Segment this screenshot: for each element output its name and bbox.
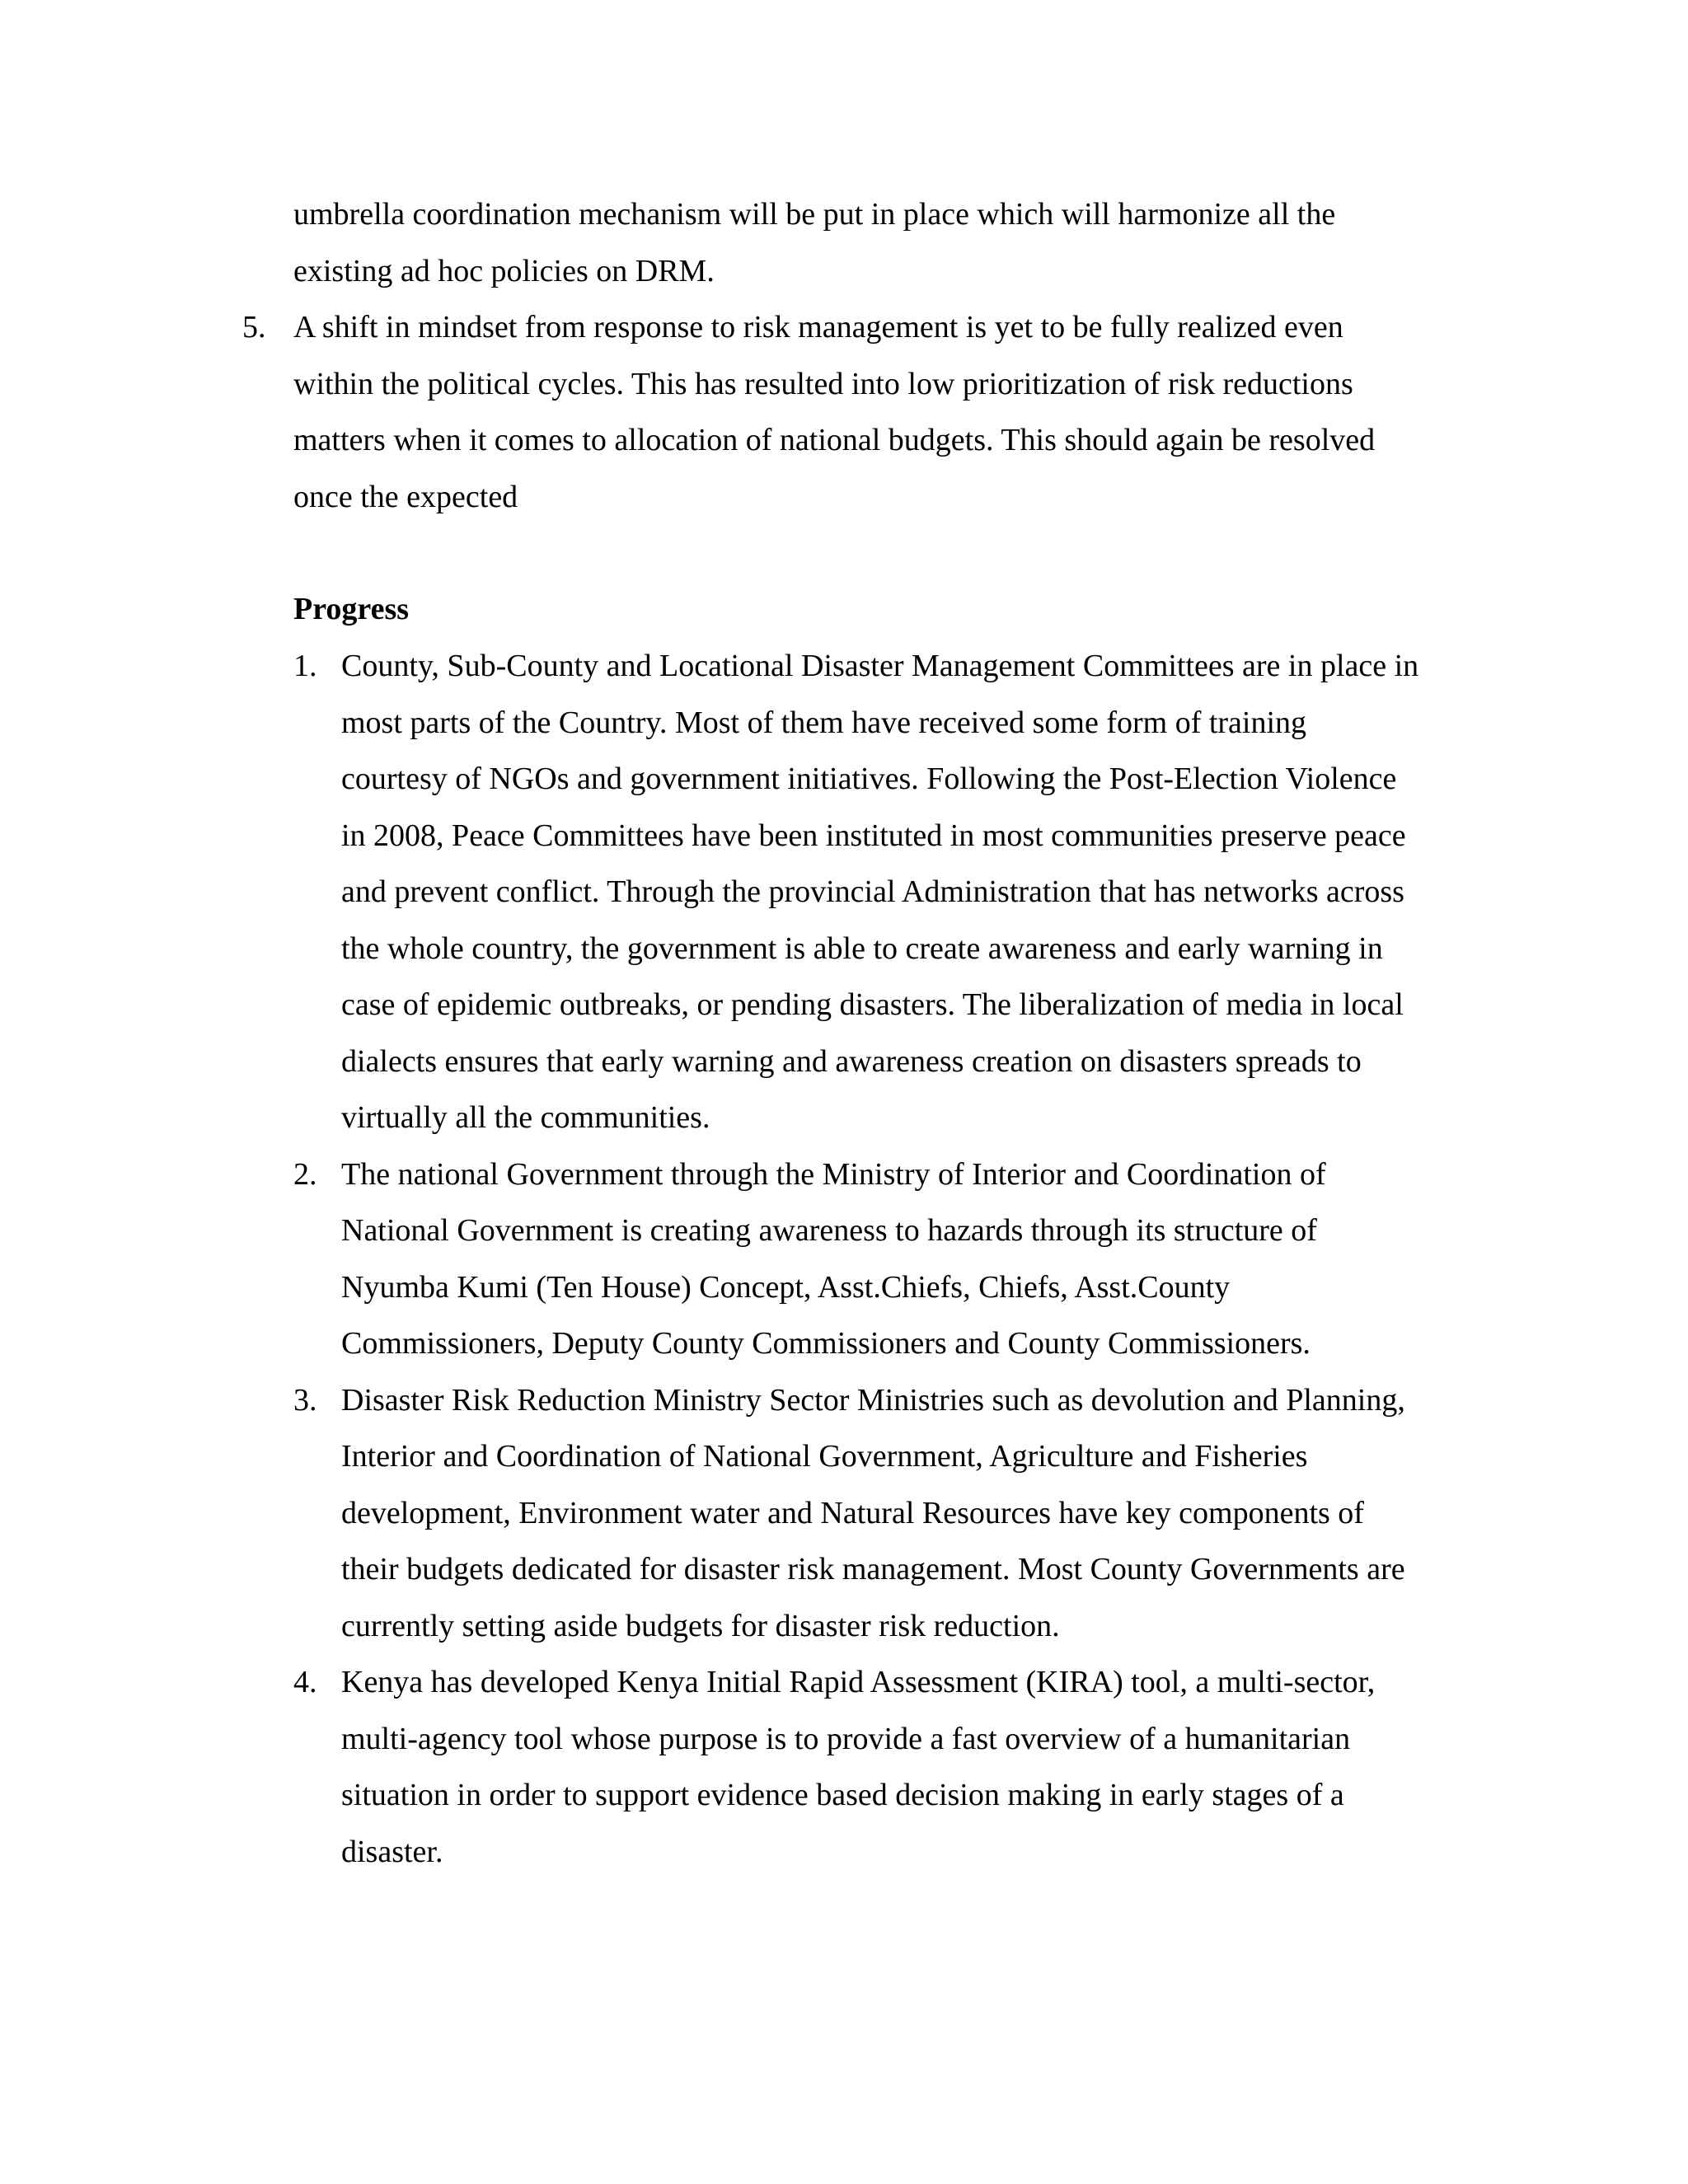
text-line: existing ad hoc policies on DRM. xyxy=(293,253,715,288)
text-line: and prevent conflict. Through the provincial Administration that has networks across xyxy=(341,874,1404,909)
text-line: Kenya has developed Kenya Initial Rapid Assessment (KIRA) tool, a multi-sector, xyxy=(341,1665,1376,1699)
text-line: situation in order to support evidence based decision making in early stages of a xyxy=(341,1778,1344,1812)
text-line: their budgets dedicated for disaster risk management. Most County Governments are xyxy=(341,1552,1405,1586)
text-line: Nyumba Kumi (Ten House) Concept, Asst.Chiefs, Chiefs, Asst.County xyxy=(341,1269,1231,1305)
text-line: virtually all the communities. xyxy=(341,1100,710,1135)
text-line: umbrella coordination mechanism will be put in place which will harmonize all the xyxy=(293,197,1336,232)
list-item xyxy=(293,638,1418,1146)
list-item-body xyxy=(341,638,1418,1146)
continuation-paragraph xyxy=(293,186,1335,299)
list-number: 4. xyxy=(293,1665,317,1699)
text-line: Disaster Risk Reduction Ministry Sector Ministries such as devolution and Planning, xyxy=(341,1382,1405,1418)
text-line: The national Government through the Ministry of Interior and Coordination of xyxy=(341,1156,1326,1192)
list-item-body xyxy=(293,299,1375,525)
text-line: dialects ensures that early warning and awareness creation on disasters spreads to xyxy=(341,1043,1362,1079)
text-line: courtesy of NGOs and government initiatives. Following the Post-Election Violence xyxy=(341,762,1397,796)
text-line: disaster. xyxy=(341,1834,443,1869)
text-line: A shift in mindset from response to risk management is yet to be fully realized even xyxy=(293,310,1343,344)
text-line: in 2008, Peace Committees have been instituted in most communities preserve peace xyxy=(341,818,1406,853)
text-line: County, Sub-County and Locational Disaster Management Committees are in place in xyxy=(341,649,1419,683)
list-item xyxy=(293,1372,1418,1655)
text-line: Interior and Coordination of National Government, Agriculture and Fisheries xyxy=(341,1439,1308,1474)
list-item-body xyxy=(341,1146,1418,1372)
list-number: 1. xyxy=(293,649,317,683)
list-item xyxy=(293,1146,1418,1372)
text-line: most parts of the Country. Most of them have received some form of training xyxy=(341,705,1307,740)
text-line: within the political cycles. This has resulted into low prioritization of risk reductions xyxy=(293,366,1353,401)
text-line: multi-agency tool whose purpose is to provide a fast overview of a humanitarian xyxy=(341,1721,1351,1756)
text-line: case of epidemic outbreaks, or pending disasters. The liberalization of media in local xyxy=(341,987,1404,1022)
list-number: 3. xyxy=(293,1382,317,1418)
text-line: Commissioners, Deputy County Commissioners and County Commissioners. xyxy=(341,1326,1311,1361)
section-heading-progress: Progress xyxy=(293,592,410,626)
list-item-body xyxy=(341,1372,1418,1655)
list-number: 2. xyxy=(293,1156,317,1192)
progress-list xyxy=(293,638,1418,1880)
text-line: once the expected xyxy=(293,479,518,514)
text-line: National Government is creating awareness to hazards through its structure of xyxy=(341,1213,1317,1248)
list-item xyxy=(293,1654,1418,1880)
text-line: the whole country, the government is able to create awareness and early warning in xyxy=(341,930,1383,966)
text-line: matters when it comes to allocation of national budgets. This should again be resolved xyxy=(293,423,1376,457)
text-line: development, Environment water and Natural Resources have key components of xyxy=(341,1495,1364,1530)
list-number: 5. xyxy=(242,310,266,344)
list-item-body xyxy=(341,1654,1418,1880)
text-line: currently setting aside budgets for disaster risk reduction. xyxy=(341,1608,1060,1643)
